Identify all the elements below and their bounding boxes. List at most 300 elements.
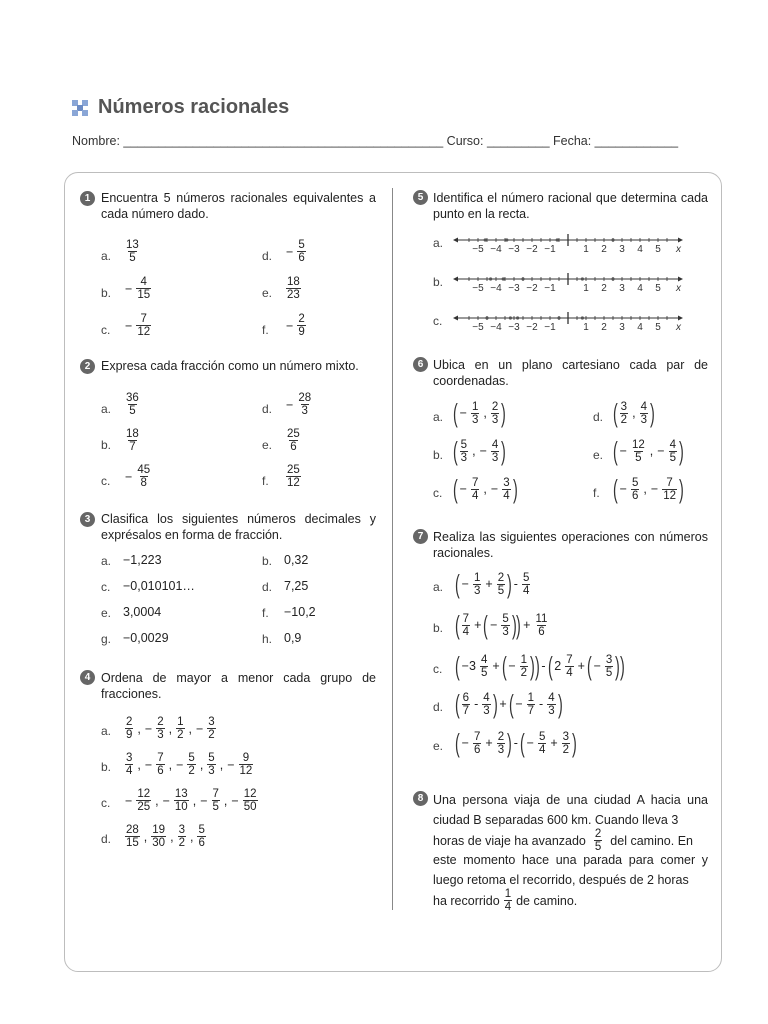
- fraction: [125, 428, 140, 453]
- tick-label: −5: [472, 322, 484, 333]
- numerator: 2: [298, 313, 305, 325]
- q2-label-c: c.: [101, 474, 111, 488]
- sign: −: [144, 721, 153, 736]
- denominator: 3: [471, 413, 479, 426]
- q4-label-c: c.: [101, 796, 111, 810]
- fraction: [620, 401, 628, 426]
- numerator: 7: [212, 788, 219, 800]
- sign: −: [227, 757, 235, 772]
- q3-value-c: −0,010101…: [123, 579, 195, 593]
- q6-label-c: c.: [433, 486, 443, 500]
- number-line-point: [516, 316, 519, 319]
- close-paren: ): [649, 398, 655, 428]
- number-line-point: [489, 277, 492, 280]
- close-paren: ): [512, 474, 518, 504]
- q1-label-d: d.: [262, 249, 273, 263]
- question-number-5: 5: [413, 190, 428, 205]
- fraction: [212, 788, 220, 813]
- fraction: [243, 788, 258, 813]
- q5-label-a: a.: [433, 236, 444, 250]
- fraction: [125, 752, 133, 777]
- comma: ,: [649, 444, 654, 458]
- fraction: [136, 313, 151, 338]
- question-number-2: 2: [80, 359, 95, 374]
- question-1-text: Encuentra 5 números racionales equivalentes a cada número dado.: [101, 191, 376, 221]
- comma: ,: [223, 793, 228, 808]
- q6-label-d: d.: [593, 410, 604, 424]
- tick-label: 4: [637, 322, 643, 333]
- fraction: [502, 477, 510, 502]
- fraction: [176, 716, 184, 741]
- q7-expression-c: ( −3 $\frac{4}{5}$ + ( − $\frac{1}{2}$ ) ) - ( 2 $\frac{7}{4}$ + ( − $\frac{3}{5}$ ) ): [454, 651, 625, 681]
- tick-label: −3: [508, 244, 520, 255]
- numerator: 5: [188, 752, 195, 764]
- q3-label-c: c.: [101, 580, 111, 594]
- number-line-point: [581, 277, 584, 280]
- arrow-right-icon: [678, 316, 683, 321]
- comma: ,: [143, 829, 148, 844]
- comma: ,: [643, 482, 647, 496]
- close-paren: ): [678, 474, 684, 504]
- q1-item-f: [284, 313, 308, 338]
- numerator: 25: [287, 428, 300, 440]
- q6-label-f: f.: [593, 486, 600, 500]
- fraction: [662, 477, 677, 502]
- numerator: 4: [640, 400, 647, 413]
- q1-label-e: e.: [262, 286, 273, 300]
- q4-group-d: [123, 824, 208, 849]
- tick-label: −3: [508, 283, 520, 294]
- q3-label-e: e.: [101, 606, 112, 620]
- sign: −: [125, 318, 133, 333]
- fraction: [460, 439, 468, 464]
- numerator: 13: [126, 239, 139, 251]
- fraction: [125, 716, 133, 741]
- numerator: 36: [126, 392, 139, 404]
- fraction: [178, 824, 186, 849]
- fraction: [125, 392, 140, 417]
- fraction: [286, 464, 301, 489]
- denominator: 4: [503, 489, 510, 502]
- fraction: [631, 477, 639, 502]
- numerator: 45: [137, 464, 151, 476]
- tick-label: 5: [655, 283, 661, 294]
- sign: −: [479, 444, 487, 458]
- q5-label-b: b.: [433, 275, 444, 289]
- q2-item-d: [284, 392, 314, 417]
- fraction: [297, 239, 305, 264]
- fraction: [207, 716, 215, 741]
- q6-pair-d: [613, 400, 655, 426]
- numerator: 3: [208, 716, 215, 728]
- numerator: 2: [126, 716, 133, 728]
- denominator: 50: [243, 801, 257, 813]
- fraction: [297, 392, 312, 417]
- tick-label: 5: [655, 244, 661, 255]
- q1-label-f: f.: [262, 323, 269, 337]
- denominator: 10: [174, 801, 188, 813]
- open-paren: (: [612, 474, 618, 504]
- number-line-c: [452, 312, 688, 336]
- numerator: 3: [178, 824, 185, 836]
- number-line-point: [505, 238, 508, 241]
- q1-item-a: [123, 239, 142, 264]
- tick-label: −1: [544, 244, 556, 255]
- numerator: 3: [126, 752, 133, 764]
- denominator: 3: [301, 405, 308, 417]
- question-8-text-part-1: Una persona viaja de una ciudad A hacia una ciudad B separadas 600 km. Cuando lleva 3: [433, 793, 708, 827]
- fraction: [640, 401, 648, 426]
- denominator: 6: [198, 837, 205, 849]
- q4-group-a: [123, 716, 218, 741]
- numerator: 7: [140, 313, 147, 325]
- numerator: 5: [198, 824, 205, 836]
- tick-label: 3: [619, 283, 625, 294]
- q1-label-a: a.: [101, 249, 112, 263]
- tick-label: 4: [637, 283, 643, 294]
- numerator: 28: [298, 392, 312, 404]
- number-line-point: [484, 238, 487, 241]
- q2-item-b: [123, 428, 142, 453]
- tick-label: −3: [508, 322, 520, 333]
- q8-fraction-2: $\frac{1}{4}$: [504, 888, 512, 913]
- q7-label-b: b.: [433, 621, 444, 635]
- fraction: [125, 239, 140, 264]
- denominator: 5: [129, 252, 136, 264]
- numerator: 3: [620, 400, 628, 413]
- open-paren: (: [452, 436, 458, 466]
- fraction: [286, 276, 301, 301]
- sign: −: [490, 482, 499, 496]
- comma: ,: [189, 829, 194, 844]
- q7-label-e: e.: [433, 739, 444, 753]
- q3-value-g: −0,0029: [123, 631, 169, 645]
- close-paren: ): [678, 436, 684, 466]
- arrow-right-icon: [678, 277, 683, 282]
- q2-item-c: [123, 464, 153, 489]
- sign: −: [200, 793, 208, 808]
- numerator: 13: [174, 788, 188, 800]
- fraction: [136, 276, 151, 301]
- q7-label-d: d.: [433, 700, 444, 714]
- q3-label-d: d.: [262, 580, 273, 594]
- fraction: [471, 477, 479, 502]
- sign: −: [286, 244, 294, 259]
- q2-item-a: [123, 392, 142, 417]
- q7-expression-e: ( − $\frac{7}{6}$ + $\frac{2}{3}$ ) - ( − $\frac{5}{4}$ + $\frac{3}{2}$ ): [454, 728, 577, 758]
- tick-label: 2: [601, 322, 607, 333]
- numerator: 7: [471, 476, 479, 489]
- fraction: [491, 401, 499, 426]
- numerator: 2: [157, 716, 164, 728]
- fraction: [471, 401, 479, 426]
- denominator: 9: [126, 729, 133, 741]
- tick-label: −4: [490, 244, 502, 255]
- q6-pair-a: [453, 400, 506, 426]
- sign: −: [162, 793, 170, 808]
- question-3-text: Clasifica los siguientes números decimales y exprésalos en forma de fracción.: [101, 512, 376, 542]
- sign: −: [619, 482, 627, 496]
- open-paren: (: [452, 474, 458, 504]
- fraction: [136, 464, 151, 489]
- close-paren: ): [501, 436, 507, 466]
- q1-label-c: c.: [101, 323, 111, 337]
- question-number-4: 4: [80, 670, 95, 685]
- q7-expression-d: ( $\frac{6}{7}$ - $\frac{4}{3}$ ) + ( − $\frac{1}{7}$ - $\frac{4}{3}$ ): [454, 689, 563, 719]
- q6-pair-b: [453, 438, 506, 464]
- sign: −: [619, 444, 627, 458]
- q3-label-h: h.: [262, 632, 273, 646]
- comma: ,: [137, 721, 141, 736]
- arrow-left-icon: [453, 238, 458, 243]
- q1-item-e: [284, 276, 303, 301]
- fraction: [197, 824, 205, 849]
- denominator: 5: [635, 451, 642, 464]
- tick-label: 3: [619, 244, 625, 255]
- denominator: 15: [137, 289, 151, 301]
- question-7-text: Realiza las siguientes operaciones con números racionales.: [433, 530, 708, 560]
- fraction: [187, 752, 195, 777]
- q2-label-f: f.: [262, 474, 269, 488]
- question-4-text: Ordena de mayor a menor cada grupo de fracciones.: [101, 671, 376, 701]
- number-line-point: [485, 316, 488, 319]
- tick-label: −2: [526, 322, 538, 333]
- denominator: 5: [669, 451, 676, 464]
- fraction: [156, 752, 164, 777]
- denominator: 8: [140, 477, 147, 489]
- sign: −: [176, 757, 184, 772]
- number-line-point: [556, 238, 559, 241]
- comma: ,: [483, 482, 487, 496]
- numerator: 3: [503, 476, 510, 489]
- denominator: 2: [208, 729, 215, 741]
- q3-label-g: g.: [101, 632, 112, 646]
- q3-value-d: 7,25: [284, 579, 309, 593]
- q1-item-b: [123, 276, 153, 301]
- sign: −: [231, 793, 239, 808]
- denominator: 12: [287, 477, 300, 489]
- comma: ,: [483, 406, 487, 420]
- q8-fraction-1: $\frac{2}{5}$: [594, 828, 602, 853]
- numerator: 4: [491, 438, 499, 451]
- q2-item-f: [284, 464, 303, 489]
- denominator: 25: [137, 801, 151, 813]
- q2-label-d: d.: [262, 402, 273, 416]
- q3-label-b: b.: [262, 554, 273, 568]
- question-number-8: 8: [413, 791, 428, 806]
- fraction: [631, 439, 646, 464]
- question-number-7: 7: [413, 529, 428, 544]
- denominator: 5: [129, 405, 136, 417]
- q4-label-b: b.: [101, 760, 112, 774]
- numerator: 25: [287, 464, 300, 476]
- denominator: 3: [640, 413, 647, 426]
- denominator: 6: [631, 489, 639, 502]
- q8-text-2: horas de viaje ha avanzado: [433, 833, 586, 848]
- numerator: 2: [491, 400, 499, 413]
- denominator: 9: [298, 326, 305, 338]
- numerator: 18: [287, 276, 300, 288]
- tick-label: −5: [472, 283, 484, 294]
- tick-label: −2: [526, 244, 538, 255]
- q2-label-a: a.: [101, 402, 112, 416]
- tick-label: −4: [490, 322, 502, 333]
- comma: ,: [137, 757, 141, 772]
- number-line-point: [521, 277, 524, 280]
- q4-label-d: d.: [101, 832, 112, 846]
- q5-label-c: c.: [433, 314, 443, 328]
- number-line-b: [452, 273, 688, 297]
- question-8-text-part-4: este momento hace una parada para comer y luego retoma el recorrido, después de 2 horas: [433, 853, 708, 887]
- open-paren: (: [612, 398, 618, 428]
- comma: ,: [168, 757, 173, 772]
- q1-item-c: [123, 313, 153, 338]
- tick-label: 4: [637, 244, 643, 255]
- question-number-6: 6: [413, 357, 428, 372]
- q4-group-c: [123, 788, 260, 813]
- question-number-1: 1: [80, 191, 95, 206]
- numerator: 12: [631, 438, 645, 451]
- denominator: 23: [287, 289, 300, 301]
- name-course-date-line: Nombre: ______________________________________________ Curso: _________ Fecha: ____________: [72, 134, 679, 148]
- numerator: 18: [126, 428, 139, 440]
- numerator: 12: [137, 788, 151, 800]
- denominator: 4: [126, 765, 133, 777]
- denominator: 15: [126, 837, 139, 849]
- axis-label: x: [676, 283, 681, 294]
- tick-label: −1: [544, 322, 556, 333]
- tick-label: 2: [601, 244, 607, 255]
- comma: ,: [192, 793, 197, 808]
- fraction: [207, 752, 215, 777]
- comma: ,: [155, 793, 159, 808]
- fraction: [174, 788, 189, 813]
- fraction: [286, 428, 301, 453]
- denominator: 2: [620, 413, 628, 426]
- page-title: Números racionales: [98, 96, 290, 118]
- numerator: 9: [242, 752, 250, 764]
- q7-label-a: a.: [433, 580, 444, 594]
- fraction: [239, 752, 254, 777]
- denominator: 3: [460, 451, 468, 464]
- q7-label-c: c.: [433, 662, 443, 676]
- denominator: 2: [177, 729, 184, 741]
- denominator: 6: [157, 765, 164, 777]
- denominator: 2: [178, 837, 185, 849]
- numerator: 5: [208, 752, 215, 764]
- question-2-text: Expresa cada fracción como un número mixto.: [101, 359, 359, 373]
- q6-label-b: b.: [433, 448, 444, 462]
- fraction: [669, 439, 677, 464]
- q4-label-a: a.: [101, 724, 112, 738]
- tick-label: 5: [655, 322, 661, 333]
- comma: ,: [170, 829, 174, 844]
- numerator: 4: [140, 276, 147, 288]
- arrow-left-icon: [453, 277, 458, 282]
- denominator: 30: [152, 837, 166, 849]
- open-paren: (: [452, 398, 458, 428]
- denominator: 4: [471, 489, 479, 502]
- tick-label: −5: [472, 244, 484, 255]
- fraction: [125, 824, 140, 849]
- sign: −: [125, 281, 133, 296]
- denominator: 3: [208, 765, 215, 777]
- comma: ,: [188, 721, 192, 736]
- numerator: 28: [126, 824, 139, 836]
- q6-label-a: a.: [433, 410, 444, 424]
- q2-label-e: e.: [262, 438, 273, 452]
- comma: ,: [168, 721, 173, 736]
- q7-expression-a: ( − $\frac{1}{3}$ + $\frac{2}{5}$ ) - $\frac{5}{4}$: [454, 569, 530, 599]
- q3-value-f: −10,2: [284, 605, 316, 619]
- numerator: 12: [243, 788, 257, 800]
- numerator: 5: [298, 239, 305, 251]
- number-line-point: [581, 316, 584, 319]
- q3-value-a: −1,223: [123, 553, 162, 567]
- arrow-left-icon: [453, 316, 458, 321]
- denominator: 3: [491, 413, 499, 426]
- q2-item-e: [284, 428, 303, 453]
- q6-pair-c: [453, 476, 517, 502]
- comma: ,: [199, 757, 204, 772]
- q3-label-f: f.: [262, 606, 269, 620]
- number-line-point: [611, 277, 614, 280]
- denominator: 3: [157, 729, 164, 741]
- tick-label: 2: [601, 283, 607, 294]
- arrow-right-icon: [678, 238, 683, 243]
- q3-label-a: a.: [101, 554, 112, 568]
- denominator: 3: [491, 451, 499, 464]
- number-line-point: [611, 238, 614, 241]
- q3-value-h: 0,9: [284, 631, 302, 645]
- sign: −: [286, 397, 294, 412]
- tick-label: 1: [583, 322, 589, 333]
- comma: ,: [472, 444, 476, 458]
- sign: −: [125, 793, 133, 808]
- q4-group-b: [123, 752, 255, 777]
- sign: −: [125, 469, 133, 484]
- question-number-3: 3: [80, 512, 95, 527]
- denominator: 7: [129, 441, 136, 453]
- q1-item-d: [284, 239, 308, 264]
- number-line-point: [557, 316, 560, 319]
- denominator: 5: [212, 801, 219, 813]
- q3-value-e: 3,0004: [123, 605, 162, 619]
- q6-label-e: e.: [593, 448, 604, 462]
- fraction: [136, 788, 151, 813]
- q3-value-b: 0,32: [284, 553, 309, 567]
- sign: −: [195, 721, 204, 736]
- q8-text-6: de camino.: [516, 893, 578, 908]
- tick-label: 1: [583, 283, 589, 294]
- denominator: 12: [663, 489, 676, 502]
- number-line-point: [502, 277, 505, 280]
- q1-label-b: b.: [101, 286, 112, 300]
- q6-pair-f: [613, 476, 684, 502]
- axis-label: x: [676, 322, 681, 333]
- numerator: 1: [471, 400, 479, 413]
- sign: −: [650, 482, 659, 496]
- question-5-text: Identifica el número racional que determina cada punto en la recta.: [433, 191, 708, 221]
- sign: −: [459, 406, 467, 420]
- denominator: 2: [188, 765, 195, 777]
- tick-label: −2: [526, 283, 538, 294]
- fraction: [151, 824, 166, 849]
- numerator: 7: [157, 752, 164, 764]
- numerator: 19: [152, 824, 166, 836]
- denominator: 12: [239, 765, 253, 777]
- fraction: [297, 313, 305, 338]
